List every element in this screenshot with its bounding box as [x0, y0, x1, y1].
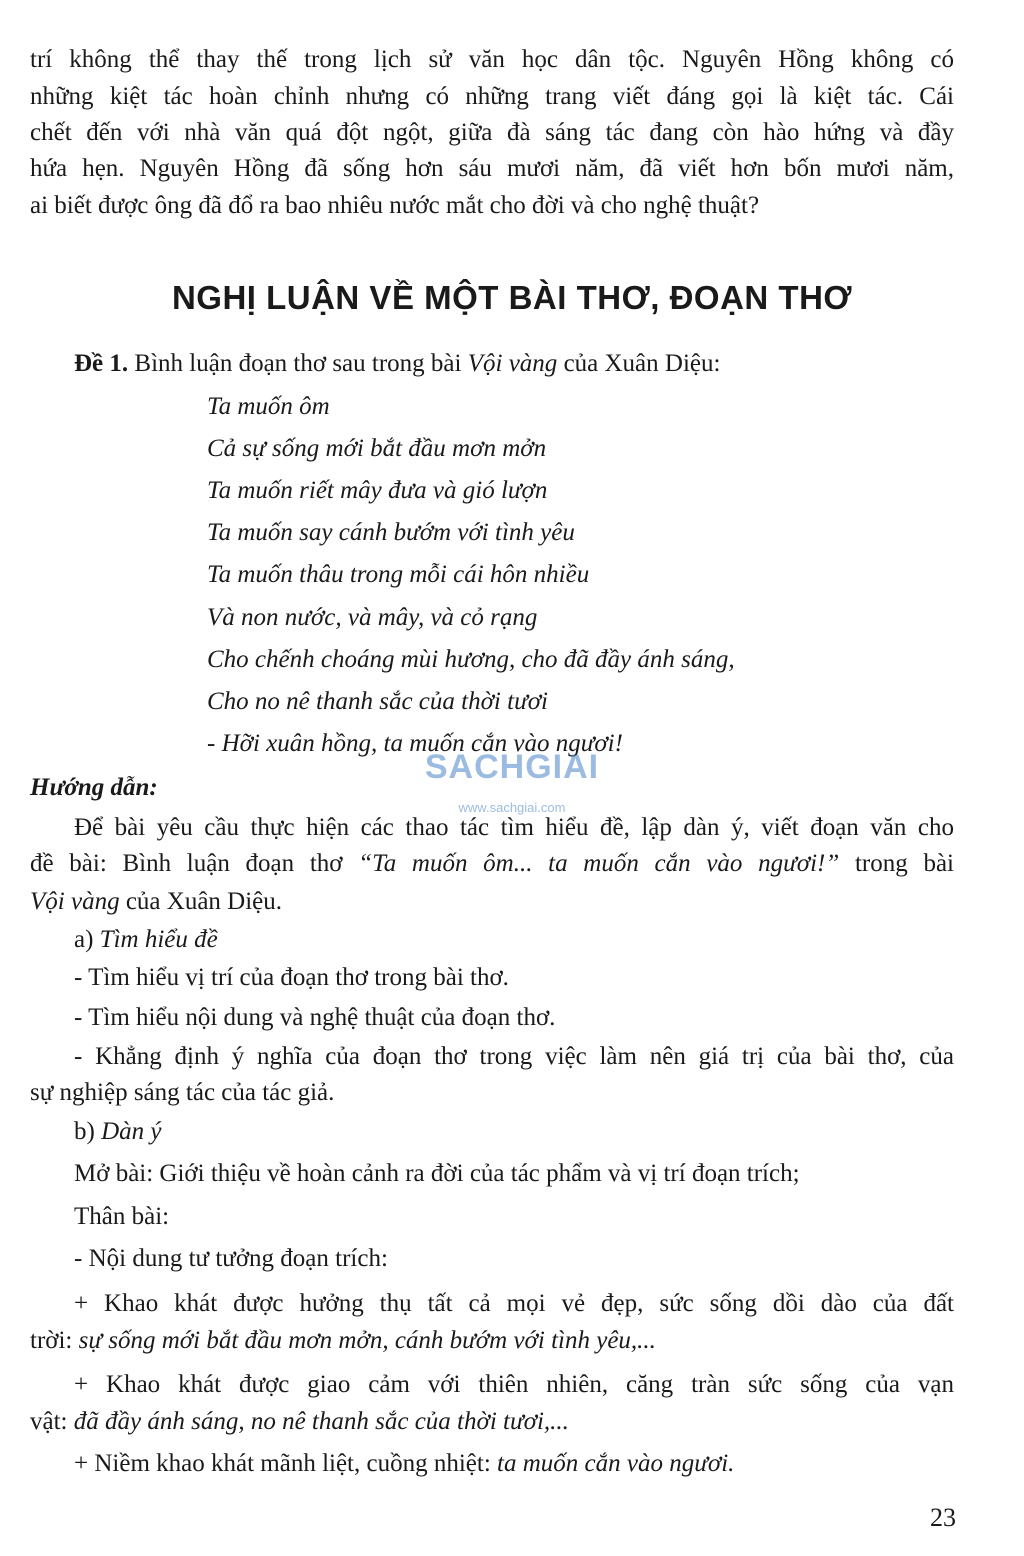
list-item: - Tìm hiểu nội dung và nghệ thuật của đoạn thơ. [74, 1004, 556, 1031]
point: + Niềm khao khát mãnh liệt, cuồng nhiệt: ta muốn cắn vào ngươi. [74, 1450, 735, 1477]
point: + Khao khát được hưởng thụ tất cả mọi vẻ đẹp, sức sống dồi dào của đất [74, 1290, 954, 1317]
intro-line: ai biết được ông đã đổ ra bao nhiêu nước mắt cho đời và cho nghệ thuật? [30, 192, 760, 219]
poem-line: Ta muốn riết mây đưa và gió lượn [207, 477, 548, 504]
point-cont: trời: sự sống mới bắt đầu mơn mởn, cánh bướm với tình yêu,... [30, 1327, 656, 1354]
list-item: - Khẳng định ý nghĩa của đoạn thơ trong việc làm nên giá trị của bài thơ, của [74, 1043, 954, 1070]
subsection-a: a) Tìm hiểu đề [74, 926, 218, 953]
intro-line: hứa hẹn. Nguyên Hồng đã sống hơn sáu mươi năm, đã viết hơn bốn mươi năm, [30, 155, 954, 182]
work-title: Vội vàng [467, 350, 558, 377]
mo-bai: Mở bài: Giới thiệu về hoàn cảnh ra đời của tác phẩm và vị trí đoạn trích; [74, 1160, 800, 1187]
watermark-text: SACHGIAI [424, 748, 600, 786]
poem-line: Và non nước, và mây, và cỏ rạng [207, 604, 538, 631]
subsection-b: b) Dàn ý [74, 1118, 162, 1145]
guide-text: Vội vàng của Xuân Diệu. [30, 888, 283, 915]
intro-line: chết đến với nhà văn quá đột ngột, giữa đà sáng tác đang còn hào hứng và đầy [30, 119, 954, 146]
noi-dung: - Nội dung tư tưởng đoạn trích: [74, 1245, 388, 1272]
than-bai: Thân bài: [74, 1203, 170, 1230]
point: + Khao khát được giao cảm với thiên nhiên, căng tràn sức sống của vạn [74, 1371, 954, 1398]
poem-line: Ta muốn ôm [207, 393, 330, 420]
guide-text: đề bài: Bình luận đoạn thơ “Ta muốn ôm... ta muốn cắn vào ngươi!” trong bài [30, 850, 954, 877]
poem-line: - Hỡi xuân hồng, ta muốn cắn vào ngươi! [207, 730, 623, 757]
watermark-url: www.sachgiai.com [458, 800, 566, 815]
section-title: NGHỊ LUẬN VỀ MỘT BÀI THƠ, ĐOẠN THƠ [171, 279, 853, 316]
guide-text: Để bài yêu cầu thực hiện các thao tác tìm hiểu đề, lập dàn ý, viết đoạn văn cho [74, 814, 954, 841]
intro-line: trí không thể thay thế trong lịch sử văn học dân tộc. Nguyên Hồng không có [30, 46, 954, 73]
list-item: - Tìm hiểu vị trí của đoạn thơ trong bài thơ. [74, 964, 509, 991]
poem-line: Ta muốn say cánh bướm với tình yêu [207, 519, 575, 546]
intro-line: những kiệt tác hoàn chỉnh nhưng có những trang viết đáng gọi là kiệt tác. Cái [30, 83, 954, 110]
poem-line: Cho chếnh choáng mùi hương, cho đã đầy ánh sáng, [207, 646, 735, 673]
poem-line: Ta muốn thâu trong mỗi cái hôn nhiều [207, 561, 590, 588]
exercise-prompt: Đề 1. Bình luận đoạn thơ sau trong bài Vội vàng của Xuân Diệu: [74, 350, 721, 377]
point-cont: vật: đã đầy ánh sáng, no nê thanh sắc của thời tươi,... [30, 1408, 569, 1435]
list-item-cont: sự nghiệp sáng tác của tác giả. [30, 1079, 335, 1106]
poem-line: Cả sự sống mới bắt đầu mơn mởn [207, 435, 547, 462]
exercise-label: Đề 1. [74, 350, 129, 377]
page-number: 23 [930, 1503, 956, 1532]
poem-line: Cho no nê thanh sắc của thời tươi [207, 688, 548, 715]
guide-heading: Hướng dẫn: [30, 774, 158, 801]
